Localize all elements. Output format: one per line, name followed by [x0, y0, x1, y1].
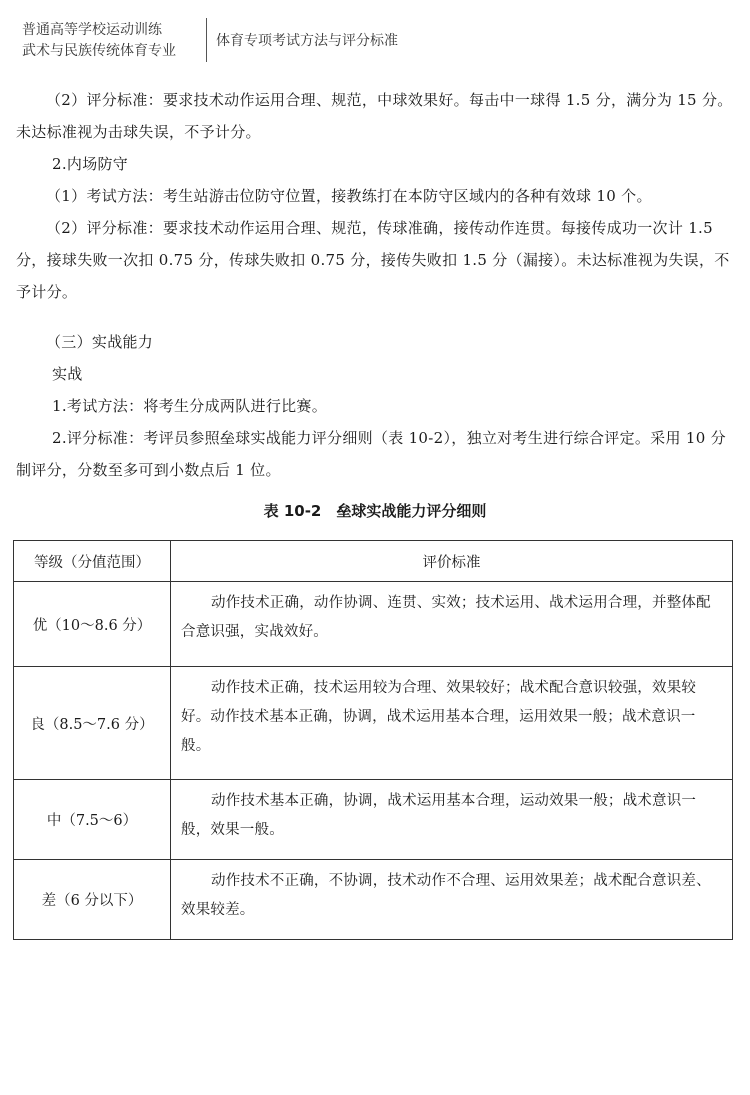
header-book-title — [22, 20, 205, 62]
grade-criteria: 动作技术基本正确，协调，战术运用基本合理，运动效果一般；战术意识一般，效果一般。 — [171, 780, 733, 860]
paragraph-scoring-standard-3: 2.评分标准：考评员参照垒球实战能力评分细则（表 10-2），独立对考生进行综合评定。采用 10 分制评分，分数至多可到小数点后 1 位。 — [16, 429, 726, 479]
header-criteria: 评价标准 — [171, 541, 733, 582]
paragraph-test-method-2: （1）考试方法：考生站游击位防守位置，接教练打在本防守区域内的各种有效球 10 个。 — [46, 187, 652, 205]
header-line-2: 武术与民族传统体育专业 — [22, 43, 176, 59]
table-title: 表 10-2 垒球实战能力评分细则 — [263, 502, 487, 520]
table-row — [14, 780, 733, 860]
table-header-row — [14, 541, 733, 582]
grade-level: 良（8.5～7.6 分） — [14, 667, 171, 780]
grade-level: 优（10～8.6 分） — [14, 582, 171, 667]
header-grade-range: 等级（分值范围） — [14, 541, 171, 582]
section-heading-combat-ability: （三）实战能力 — [46, 333, 154, 351]
scoring-table — [13, 540, 733, 940]
grade-level: 中（7.5～6） — [14, 780, 171, 860]
page-header — [22, 20, 732, 64]
grade-criteria: 动作技术正确，动作协调、连贯、实效；技术运用、战术运用合理，并整体配合意识强，实战效好。 — [171, 582, 733, 667]
grade-criteria: 动作技术不正确，不协调，技术动作不合理、运用效果差；战术配合意识差、效果较差。 — [171, 860, 733, 940]
heading-infield-defense: 2.内场防守 — [52, 155, 129, 173]
body-text — [16, 84, 736, 486]
header-divider — [206, 18, 207, 62]
grade-level: 差（6 分以下） — [14, 860, 171, 940]
table-row — [14, 860, 733, 940]
table-row — [14, 667, 733, 780]
header-line-1: 普通高等学校运动训练 — [22, 22, 162, 38]
grade-criteria: 动作技术正确，技术运用较为合理、效果较好；战术配合意识较强，效果较好。动作技术基本正确，协调，战术运用基本合理，运用效果一般；战术意识一般。 — [171, 667, 733, 780]
header-chapter-title: 体育专项考试方法与评分标准 — [216, 33, 398, 49]
paragraph-test-method-3: 1.考试方法：将考生分成两队进行比赛。 — [52, 397, 328, 415]
paragraph-scoring-standard-1: （2）评分标准：要求技术动作运用合理、规范，中球效果好。每击中一球得 1.5 分，满分为 15 分。未达标准视为击球失误，不予计分。 — [16, 91, 733, 141]
paragraph-scoring-standard-2: （2）评分标准：要求技术动作运用合理、规范，传球准确，接传动作连贯。每接传成功一次计 1.5 分，接球失败一次扣 0.75 分，传球失败扣 0.75 分，接传失败扣 1.5 分（漏接）。未达标准视为失误，不予计分。 — [16, 219, 730, 301]
table-row — [14, 582, 733, 667]
heading-combat: 实战 — [52, 365, 83, 383]
